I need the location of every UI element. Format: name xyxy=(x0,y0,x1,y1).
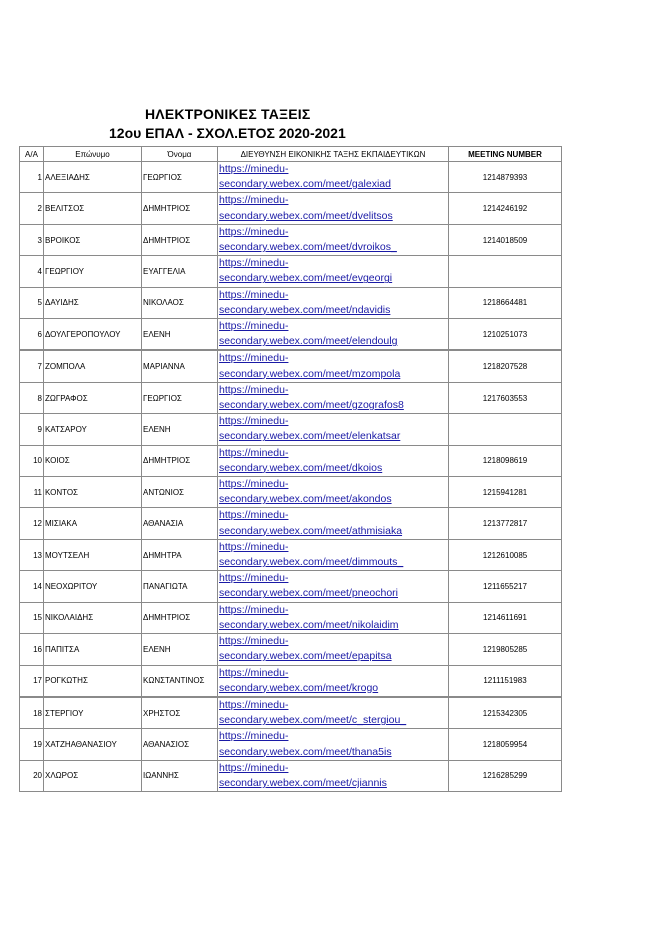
table-row xyxy=(20,319,562,351)
document-subtitle: 12ου ΕΠΑΛ - ΣΧΟΛ.ΕΤΟΣ 2020-2021 xyxy=(109,125,346,141)
table-row xyxy=(20,162,562,193)
table-row xyxy=(20,256,562,287)
meeting-link-line2[interactable]: secondary.webex.com/meet/ndavidis xyxy=(219,303,391,316)
meeting-link-line1[interactable]: https://minedu- xyxy=(219,415,289,428)
row-number: 14 xyxy=(20,571,44,602)
row-address-cell xyxy=(218,162,449,193)
row-name: ΔΗΜΗΤΡΙΟΣ xyxy=(142,224,218,255)
header-meeting-number: MEETING NUMBER xyxy=(449,147,562,162)
row-surname: ΑΛΕΞΙΑΔΗΣ xyxy=(44,162,142,193)
row-surname: ΚΑΤΣΑΡΟΥ xyxy=(44,414,142,445)
row-name: ΓΕΩΡΓΙΟΣ xyxy=(142,382,218,413)
row-name: ΔΗΜΗΤΡΙΟΣ xyxy=(142,602,218,633)
row-address-cell xyxy=(218,224,449,255)
meeting-link-line1[interactable]: https://minedu- xyxy=(219,509,289,522)
row-name: ΕΛΕΝΗ xyxy=(142,634,218,665)
table-row xyxy=(20,634,562,665)
meeting-link-line1[interactable]: https://minedu- xyxy=(219,383,289,396)
header-aa: Α/Α xyxy=(20,147,44,162)
meeting-link-line1[interactable]: https://minedu- xyxy=(219,572,289,585)
row-surname: ΚΟΝΤΟΣ xyxy=(44,477,142,508)
meeting-link-line1[interactable]: https://minedu- xyxy=(219,288,289,301)
row-address-cell xyxy=(218,445,449,476)
meeting-link-line1[interactable]: https://minedu- xyxy=(219,194,289,207)
meeting-link-line2[interactable]: secondary.webex.com/meet/krogo xyxy=(219,681,379,694)
row-surname: ΜΟΥΤΣΕΛΗ xyxy=(44,539,142,570)
row-number: 12 xyxy=(20,508,44,539)
meeting-link-line1[interactable]: https://minedu- xyxy=(219,761,289,774)
meeting-link-line2[interactable]: secondary.webex.com/meet/c_stergiou_ xyxy=(219,714,407,727)
row-number: 13 xyxy=(20,539,44,570)
row-name: ΔΗΜΗΤΡΙΟΣ xyxy=(142,193,218,224)
row-surname: ΚΟΙΟΣ xyxy=(44,445,142,476)
row-address-cell xyxy=(218,350,449,382)
row-number: 7 xyxy=(20,350,44,382)
row-name: ΕΛΕΝΗ xyxy=(142,414,218,445)
row-address-cell xyxy=(218,539,449,570)
row-name: ΔΗΜΗΤΡΙΟΣ xyxy=(142,445,218,476)
table-row xyxy=(20,382,562,413)
table-row xyxy=(20,571,562,602)
row-meeting-number xyxy=(449,414,562,445)
meeting-link-line2[interactable]: secondary.webex.com/meet/dvelitsos xyxy=(219,209,393,222)
row-address-cell xyxy=(218,634,449,665)
row-number: 16 xyxy=(20,634,44,665)
row-surname: ΒΕΛΙΤΣΟΣ xyxy=(44,193,142,224)
row-number: 5 xyxy=(20,287,44,318)
meeting-link-line1[interactable]: https://minedu- xyxy=(219,698,289,711)
meeting-link-line1[interactable]: https://minedu- xyxy=(219,446,289,459)
meeting-link-line2[interactable]: secondary.webex.com/meet/evgeorgi xyxy=(219,272,393,285)
row-surname: ΧΛΩΡΟΣ xyxy=(44,760,142,791)
table-row xyxy=(20,477,562,508)
row-address-cell xyxy=(218,697,449,729)
meeting-link-line1[interactable]: https://minedu- xyxy=(219,478,289,491)
meeting-link-line1[interactable]: https://minedu- xyxy=(219,225,289,238)
row-surname: ΒΡΟΙΚΟΣ xyxy=(44,224,142,255)
row-address-cell xyxy=(218,508,449,539)
table-row xyxy=(20,287,562,318)
meeting-link-line2[interactable]: secondary.webex.com/meet/dimmouts_ xyxy=(219,556,404,569)
row-meeting-number: 1218207528 xyxy=(449,350,562,382)
meeting-link-line2[interactable]: secondary.webex.com/meet/nikolaidim xyxy=(219,618,399,631)
header-name: Όνομα xyxy=(142,147,218,162)
classes-table xyxy=(19,146,562,792)
row-meeting-number: 1216285299 xyxy=(449,760,562,791)
meeting-link-line2[interactable]: secondary.webex.com/meet/galexiad xyxy=(219,178,391,191)
row-surname: ΡΟΓΚΩΤΗΣ xyxy=(44,665,142,697)
table-row xyxy=(20,602,562,633)
meeting-link-line2[interactable]: secondary.webex.com/meet/mzompola xyxy=(219,367,401,380)
meeting-link-line1[interactable]: https://minedu- xyxy=(219,257,289,270)
row-number: 3 xyxy=(20,224,44,255)
row-surname: ΔΟΥΛΓΕΡΟΠΟΥΛΟΥ xyxy=(44,319,142,351)
row-surname: ΝΙΚΟΛΑΙΔΗΣ xyxy=(44,602,142,633)
row-meeting-number: 1210251073 xyxy=(449,319,562,351)
row-number: 2 xyxy=(20,193,44,224)
row-surname: ΓΕΩΡΓΙΟΥ xyxy=(44,256,142,287)
table-row xyxy=(20,445,562,476)
row-number: 19 xyxy=(20,729,44,760)
row-meeting-number: 1214611691 xyxy=(449,602,562,633)
table-row xyxy=(20,193,562,224)
row-number: 6 xyxy=(20,319,44,351)
table-row xyxy=(20,729,562,760)
row-address-cell xyxy=(218,319,449,351)
row-address-cell xyxy=(218,382,449,413)
table-row xyxy=(20,697,562,729)
meeting-link-line2[interactable]: secondary.webex.com/meet/dkoios xyxy=(219,461,383,474)
meeting-link-line1[interactable]: https://minedu- xyxy=(219,163,289,175)
row-name: ΝΙΚΟΛΑΟΣ xyxy=(142,287,218,318)
row-surname: ΠΑΠΙΤΣΑ xyxy=(44,634,142,665)
row-surname: ΝΕΟΧΩΡΙΤΟΥ xyxy=(44,571,142,602)
row-name: ΙΩΑΝΝΗΣ xyxy=(142,760,218,791)
row-name: ΠΑΝΑΓΙΩΤΑ xyxy=(142,571,218,602)
table-row xyxy=(20,665,562,697)
row-name: ΑΝΤΩΝΙΟΣ xyxy=(142,477,218,508)
table-row xyxy=(20,539,562,570)
meeting-link-line2[interactable]: secondary.webex.com/meet/dvroikos_ xyxy=(219,241,397,254)
table-row xyxy=(20,224,562,255)
table-row xyxy=(20,414,562,445)
row-number: 20 xyxy=(20,760,44,791)
row-address-cell xyxy=(218,729,449,760)
row-address-cell xyxy=(218,477,449,508)
row-name: ΕΥΑΓΓΕΛΙΑ xyxy=(142,256,218,287)
row-number: 1 xyxy=(20,162,44,193)
row-address-cell xyxy=(218,256,449,287)
row-address-cell xyxy=(218,571,449,602)
row-address-cell xyxy=(218,665,449,697)
row-surname: ΖΩΓΡΑΦΟΣ xyxy=(44,382,142,413)
meeting-link-line2[interactable]: secondary.webex.com/meet/thana5is xyxy=(219,745,392,758)
row-meeting-number: 1212610085 xyxy=(449,539,562,570)
row-name: ΔΗΜΗΤΡΑ xyxy=(142,539,218,570)
meeting-link-line2[interactable]: secondary.webex.com/meet/elendoulg xyxy=(219,335,398,348)
row-meeting-number: 1214246192 xyxy=(449,193,562,224)
meeting-link-line2[interactable]: secondary.webex.com/meet/epapitsa xyxy=(219,650,392,663)
table-row xyxy=(20,760,562,791)
row-name: ΚΩΝΣΤΑΝΤΙΝΟΣ xyxy=(142,665,218,697)
meeting-link-line2[interactable]: secondary.webex.com/meet/cjiannis xyxy=(219,776,387,789)
table-row xyxy=(20,350,562,382)
header-surname: Επώνυμο xyxy=(44,147,142,162)
row-number: 10 xyxy=(20,445,44,476)
row-meeting-number xyxy=(449,256,562,287)
meeting-link-line2[interactable]: secondary.webex.com/meet/athmisiaka xyxy=(219,524,403,537)
table-header-row xyxy=(20,147,562,162)
row-surname: ΣΤΕΡΓΙΟΥ xyxy=(44,697,142,729)
row-name: ΧΡΗΣΤΟΣ xyxy=(142,697,218,729)
meeting-link-line1[interactable]: https://minedu- xyxy=(219,352,289,365)
document-title: ΗΛΕΚΤΡΟΝΙΚΕΣ ΤΑΞΕΙΣ xyxy=(145,106,311,122)
meeting-link-line2[interactable]: secondary.webex.com/meet/gzografos8 xyxy=(219,399,404,412)
meeting-link-line2[interactable]: secondary.webex.com/meet/pneochori xyxy=(219,587,398,600)
meeting-link-line2[interactable]: secondary.webex.com/meet/akondos xyxy=(219,493,392,506)
row-meeting-number: 1213772817 xyxy=(449,508,562,539)
meeting-link-line1[interactable]: https://minedu- xyxy=(219,635,289,648)
row-meeting-number: 1218664481 xyxy=(449,287,562,318)
row-name: ΑΘΑΝΑΣΙΟΣ xyxy=(142,729,218,760)
row-number: 17 xyxy=(20,665,44,697)
row-surname: ΖΟΜΠΟΛΑ xyxy=(44,350,142,382)
row-number: 18 xyxy=(20,697,44,729)
row-meeting-number: 1219805285 xyxy=(449,634,562,665)
row-address-cell xyxy=(218,760,449,791)
row-number: 8 xyxy=(20,382,44,413)
table-row xyxy=(20,508,562,539)
row-name: ΕΛΕΝΗ xyxy=(142,319,218,351)
meeting-link-line1[interactable]: https://minedu- xyxy=(219,730,289,743)
row-surname: ΧΑΤΖΗΑΘΑΝΑΣΙΟΥ xyxy=(44,729,142,760)
meeting-link-line1[interactable]: https://minedu- xyxy=(219,540,289,553)
row-meeting-number: 1218059954 xyxy=(449,729,562,760)
row-address-cell xyxy=(218,602,449,633)
row-name: ΜΑΡΙΑΝΝΑ xyxy=(142,350,218,382)
meeting-link-line1[interactable]: https://minedu- xyxy=(219,666,289,679)
row-address-cell xyxy=(218,193,449,224)
row-meeting-number: 1214879393 xyxy=(449,162,562,193)
row-number: 4 xyxy=(20,256,44,287)
row-surname: ΜΙΣΙΑΚΑ xyxy=(44,508,142,539)
row-surname: ΔΑΥΙΔΗΣ xyxy=(44,287,142,318)
row-name: ΑΘΑΝΑΣΙΑ xyxy=(142,508,218,539)
row-meeting-number: 1214018509 xyxy=(449,224,562,255)
row-number: 9 xyxy=(20,414,44,445)
row-meeting-number: 1211151983 xyxy=(449,665,562,697)
meeting-link-line2[interactable]: secondary.webex.com/meet/elenkatsar xyxy=(219,430,401,443)
header-address: ΔΙΕΥΘΥΝΣΗ ΕΙΚΟΝΙΚΗΣ ΤΑΞΗΣ ΕΚΠΑΙΔΕΥΤΙΚΩΝ xyxy=(218,147,449,162)
row-number: 15 xyxy=(20,602,44,633)
row-meeting-number: 1215941281 xyxy=(449,477,562,508)
row-name: ΓΕΩΡΓΙΟΣ xyxy=(142,162,218,193)
meeting-link-line1[interactable]: https://minedu- xyxy=(219,603,289,616)
row-meeting-number: 1211655217 xyxy=(449,571,562,602)
row-address-cell xyxy=(218,414,449,445)
row-address-cell xyxy=(218,287,449,318)
meeting-link-line1[interactable]: https://minedu- xyxy=(219,320,289,333)
row-number: 11 xyxy=(20,477,44,508)
row-meeting-number: 1215342305 xyxy=(449,697,562,729)
row-meeting-number: 1217603553 xyxy=(449,382,562,413)
row-meeting-number: 1218098619 xyxy=(449,445,562,476)
